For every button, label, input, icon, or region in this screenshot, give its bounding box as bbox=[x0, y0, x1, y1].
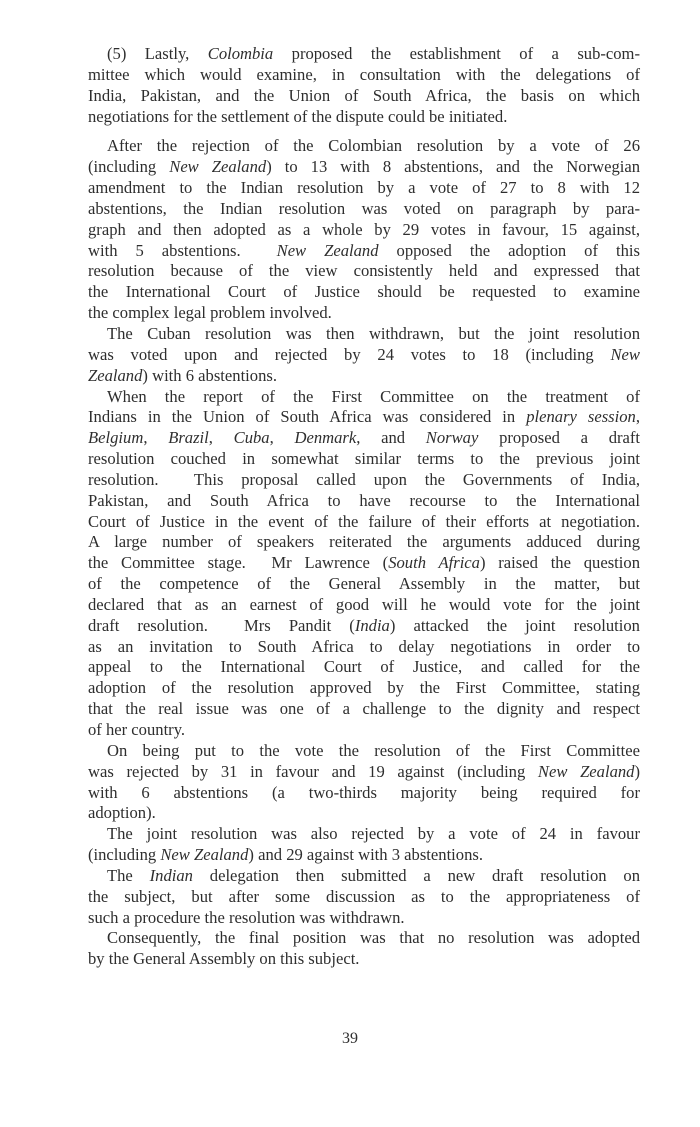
text-segment: of the competence of the General Assembly in the matter, but bbox=[88, 574, 640, 594]
paragraph bbox=[88, 824, 640, 866]
text-line bbox=[88, 595, 640, 616]
page-number: 39 bbox=[342, 1030, 358, 1047]
text-segment: ) attacked the joint resolution bbox=[389, 615, 640, 635]
text-segment: , bbox=[269, 428, 295, 448]
text-segment: ) bbox=[634, 761, 640, 781]
text-segment: delegation then submitted a new draft resolution on bbox=[192, 865, 640, 885]
italic-text: New Zealand bbox=[276, 240, 379, 260]
text-line bbox=[88, 261, 640, 282]
text-segment: was rejected by 31 in favour and 19 against (including bbox=[88, 761, 538, 781]
paragraph bbox=[88, 324, 640, 387]
text-segment: ) and 29 against with 3 abstentions. bbox=[248, 845, 483, 865]
text-segment: as an invitation to South Africa to delay negotiations in order to bbox=[88, 636, 640, 656]
text-segment: resolution. This proposal called upon the Governments of India, bbox=[88, 469, 640, 489]
text-line bbox=[88, 199, 640, 220]
text-segment: Indians in the Union of South Africa was considered in bbox=[88, 407, 527, 427]
text-line bbox=[88, 866, 640, 887]
italic-text: Indian bbox=[149, 865, 193, 885]
text-segment: (5) Lastly, bbox=[107, 44, 208, 63]
text-line bbox=[88, 282, 640, 303]
text-line bbox=[88, 553, 640, 574]
text-line bbox=[88, 491, 640, 512]
italic-text: Zealand bbox=[88, 365, 143, 385]
text-line bbox=[88, 449, 640, 470]
text-line bbox=[88, 574, 640, 595]
text-line bbox=[88, 387, 640, 408]
text-segment: Pakistan, and South Africa to have recourse to the International bbox=[88, 490, 640, 510]
paragraph bbox=[88, 136, 640, 324]
document-body bbox=[88, 44, 640, 970]
text-segment: proposed the establishment of a sub-com- bbox=[273, 44, 640, 63]
text-line bbox=[88, 303, 640, 324]
text-line bbox=[88, 783, 640, 804]
italic-text: New Zealand bbox=[169, 157, 267, 177]
text-segment: Consequently, the final position was that no resolution was adopted bbox=[107, 928, 640, 948]
text-segment: the complex legal problem involved. bbox=[88, 303, 332, 323]
text-line bbox=[88, 44, 640, 65]
text-line bbox=[88, 512, 640, 533]
text-line bbox=[88, 762, 640, 783]
text-segment: appeal to the International Court of Justice, and called for the bbox=[88, 657, 640, 677]
text-line bbox=[88, 220, 640, 241]
text-line bbox=[88, 678, 640, 699]
italic-text: New bbox=[610, 344, 640, 364]
text-segment: , and bbox=[356, 428, 426, 448]
paragraph bbox=[88, 928, 640, 970]
text-segment: with 6 abstentions (a two-thirds majority being required for bbox=[88, 782, 640, 802]
text-line bbox=[88, 86, 640, 107]
text-line bbox=[88, 720, 640, 741]
text-segment: the International Court of Justice should be requested to examine bbox=[88, 282, 640, 302]
text-segment: , bbox=[143, 428, 169, 448]
text-segment: A large number of speakers reiterated the arguments adduced during bbox=[88, 532, 640, 552]
text-segment: The Cuban resolution was then withdrawn, but the joint resolution bbox=[107, 323, 640, 343]
text-line bbox=[88, 324, 640, 345]
text-segment: Court of Justice in the event of the failure of their efforts at negotiation. bbox=[88, 511, 640, 531]
text-segment: amendment to the Indian resolution by a vote of 27 to 8 with 12 bbox=[88, 178, 640, 198]
text-line bbox=[88, 845, 640, 866]
text-segment: mittee which would examine, in consultation with the delegations of bbox=[88, 64, 640, 84]
text-segment: the Committee stage. Mr Lawrence ( bbox=[88, 553, 389, 573]
text-line bbox=[88, 741, 640, 762]
italic-text: Brazil bbox=[168, 428, 209, 448]
text-segment: proposed a draft bbox=[478, 428, 641, 448]
text-line bbox=[88, 699, 640, 720]
text-segment: adoption). bbox=[88, 803, 156, 823]
text-segment: When the report of the First Committee on the treatment of bbox=[107, 386, 640, 406]
text-line bbox=[88, 637, 640, 658]
text-segment: of her country. bbox=[88, 720, 186, 739]
text-line bbox=[88, 107, 640, 128]
italic-text: Cuba bbox=[233, 428, 270, 448]
italic-text: Denmark bbox=[294, 428, 357, 448]
text-segment: The bbox=[107, 865, 150, 885]
italic-text: Norway bbox=[425, 428, 479, 448]
text-line bbox=[88, 824, 640, 845]
text-segment: ) raised the question bbox=[479, 553, 640, 573]
text-line bbox=[88, 470, 640, 491]
text-segment: ) to 13 with 8 abstentions, and the Norwegian bbox=[266, 157, 641, 177]
text-line bbox=[88, 908, 640, 929]
text-segment: resolution couched in somewhat similar terms to the previous joint bbox=[88, 449, 640, 469]
text-segment: , bbox=[635, 407, 640, 427]
italic-text: New Zealand bbox=[160, 845, 249, 865]
text-line bbox=[88, 157, 640, 178]
text-segment: abstentions, the Indian resolution was voted on paragraph by para- bbox=[88, 198, 640, 218]
text-line bbox=[88, 65, 640, 86]
italic-text: plenary session bbox=[526, 407, 636, 427]
text-segment: was voted upon and rejected by 24 votes to 18 (including bbox=[88, 344, 611, 364]
text-line bbox=[88, 657, 640, 678]
text-line bbox=[88, 928, 640, 949]
text-segment: , bbox=[208, 428, 234, 448]
text-segment: by the General Assembly on this subject. bbox=[88, 949, 360, 969]
text-segment: that the real issue was one of a challenge to the dignity and respect bbox=[88, 699, 640, 719]
text-segment: (including bbox=[88, 157, 170, 177]
text-segment: with 5 abstentions. bbox=[88, 240, 277, 260]
text-line bbox=[88, 366, 640, 387]
text-segment: India, Pakistan, and the Union of South Africa, the basis on which bbox=[88, 85, 640, 105]
text-segment: ) with 6 abstentions. bbox=[142, 365, 277, 385]
text-line bbox=[88, 616, 640, 637]
text-line bbox=[88, 241, 640, 262]
paragraph bbox=[88, 741, 640, 824]
text-segment: On being put to the vote the resolution of the First Committee bbox=[107, 740, 640, 760]
text-segment: (including bbox=[88, 845, 161, 865]
text-segment: opposed the adoption of this bbox=[378, 240, 640, 260]
text-line bbox=[88, 407, 640, 428]
text-segment: the subject, but after some discussion as to the appropriateness of bbox=[88, 886, 640, 906]
text-line bbox=[88, 178, 640, 199]
italic-text: South Africa bbox=[388, 553, 480, 573]
text-segment: draft resolution. Mrs Pandit ( bbox=[88, 615, 355, 635]
text-segment: resolution because of the view consistently held and expressed that bbox=[88, 261, 640, 281]
italic-text: Belgium bbox=[88, 428, 144, 448]
paragraph bbox=[88, 866, 640, 929]
text-line bbox=[88, 949, 640, 970]
paragraph bbox=[88, 44, 640, 127]
text-line bbox=[88, 428, 640, 449]
text-segment: declared that as an earnest of good will he would vote for the joint bbox=[88, 594, 640, 614]
text-line bbox=[88, 136, 640, 157]
text-segment: such a procedure the resolution was withdrawn. bbox=[88, 907, 405, 927]
paragraph bbox=[88, 387, 640, 741]
text-segment: After the rejection of the Colombian resolution by a vote of 26 bbox=[107, 136, 640, 156]
text-segment: The joint resolution was also rejected by a vote of 24 in favour bbox=[107, 824, 640, 844]
text-segment: adoption of the resolution approved by the First Committee, stating bbox=[88, 678, 640, 698]
italic-text: New Zealand bbox=[537, 761, 635, 781]
text-line bbox=[88, 345, 640, 366]
text-line bbox=[88, 887, 640, 908]
italic-text: Colombia bbox=[207, 44, 274, 63]
text-segment: negotiations for the settlement of the dispute could be initiated. bbox=[88, 106, 508, 126]
italic-text: India bbox=[354, 615, 390, 635]
text-line bbox=[88, 532, 640, 553]
text-segment: graph and then adopted as a whole by 29 votes in favour, 15 against, bbox=[88, 219, 640, 239]
text-line bbox=[88, 803, 640, 824]
